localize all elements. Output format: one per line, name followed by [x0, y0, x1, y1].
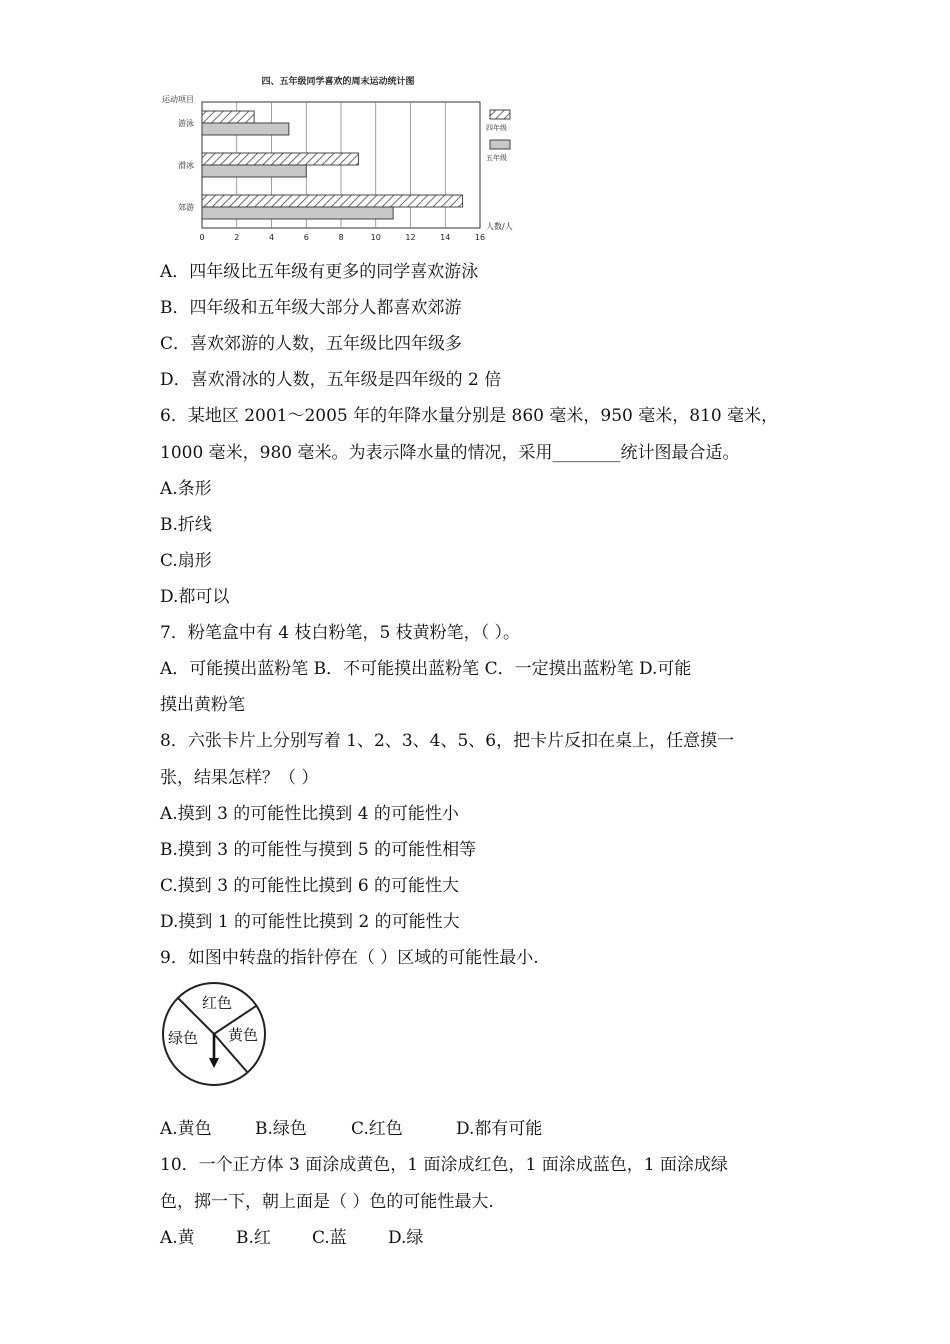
- chart-x-tick-label: 10: [370, 233, 381, 242]
- q10-stem-line2: 色，掷一下，朝上面是（ ）色的可能性最大.: [160, 1192, 494, 1212]
- spinner-diagram: [158, 980, 274, 1086]
- q9-option-b: B.绿色: [255, 1119, 307, 1139]
- q5-option-c: C．喜欢郊游的人数，五年级比四年级多: [160, 334, 463, 354]
- q6-stem-line1: 6．某地区 2001～2005 年的年降水量分别是 860 毫米，950 毫米，810 毫米，: [160, 406, 779, 426]
- chart-x-tick-label: 6: [303, 233, 309, 242]
- q7-options-line: A．可能摸出蓝粉笔 B．不可能摸出蓝粉笔 C．一定摸出蓝粉笔 D.可能: [160, 659, 692, 679]
- chart-title: 四、五年级同学喜欢的周末运动统计图: [261, 77, 415, 87]
- bar-chart: [160, 72, 530, 247]
- chart-bar-grade4: [202, 111, 254, 123]
- chart-category-label: 郊游: [178, 203, 194, 212]
- q10-option-a: A.黄: [160, 1228, 195, 1248]
- q10-option-b: B.红: [236, 1228, 271, 1248]
- chart-bar-grade5: [202, 123, 289, 135]
- q9-option-d: D.都有可能: [456, 1119, 543, 1139]
- q7-stem: 7．粉笔盒中有 4 枝白粉笔，5 枝黄粉笔，（ ）。: [160, 623, 521, 643]
- chart-bar-grade5: [202, 207, 393, 219]
- chart-category-labels: [178, 118, 194, 212]
- q5-option-d: D．喜欢滑冰的人数，五年级是四年级的 2 倍: [160, 370, 502, 390]
- chart-legend-label: 四年级: [486, 124, 507, 132]
- chart-x-tick-label: 12: [405, 233, 416, 242]
- q6-option-a: A.条形: [160, 479, 212, 499]
- chart-x-tick-label: 16: [474, 233, 486, 242]
- q6-option-b: B.折线: [160, 515, 212, 535]
- q9-stem: 9．如图中转盘的指针停在（ ）区域的可能性最小.: [160, 948, 539, 968]
- chart-bar-grade4: [202, 153, 358, 165]
- spinner-label-red: 红色: [202, 994, 233, 1012]
- chart-legend-swatch: [490, 110, 510, 119]
- spinner-label-yellow: 黄色: [228, 1026, 259, 1044]
- q6-stem-line2: 1000 毫米，980 毫米。为表示降水量的情况，采用________统计图最合适。: [160, 443, 740, 463]
- q8-option-b: B.摸到 3 的可能性与摸到 5 的可能性相等: [160, 840, 477, 860]
- chart-x-tick-labels: [199, 233, 485, 242]
- chart-legend-swatch: [490, 140, 510, 149]
- q9-option-a: A.黄色: [160, 1119, 212, 1139]
- chart-x-tick-label: 8: [338, 233, 344, 242]
- chart-bar-grade4: [202, 195, 463, 207]
- chart-x-axis-label: 人数/人: [486, 222, 513, 231]
- chart-x-tick-label: 4: [268, 233, 275, 242]
- q5-option-a: A．四年级比五年级有更多的同学喜欢游泳: [160, 262, 479, 282]
- chart-x-tick-label: 14: [440, 233, 451, 242]
- q10-stem-line1: 10．一个正方体 3 面涂成黄色，1 面涂成红色，1 面涂成蓝色，1 面涂成绿: [160, 1155, 728, 1175]
- q9-option-c: C.红色: [351, 1119, 403, 1139]
- chart-x-tick-label: 2: [234, 233, 240, 242]
- q6-option-c: C.扇形: [160, 551, 212, 571]
- q8-option-a: A.摸到 3 的可能性比摸到 4 的可能性小: [160, 804, 459, 824]
- q10-option-d: D.绿: [388, 1228, 424, 1248]
- q8-option-c: C.摸到 3 的可能性比摸到 6 的可能性大: [160, 876, 460, 896]
- chart-legend-label: 五年级: [486, 154, 507, 162]
- q8-option-d: D.摸到 1 的可能性比摸到 2 的可能性大: [160, 912, 460, 932]
- q10-option-c: C.蓝: [312, 1228, 347, 1248]
- q8-stem-line1: 8．六张卡片上分别写着 1、2、3、4、5、6，把卡片反扣在桌上，任意摸一: [160, 731, 735, 751]
- spinner-label-green: 绿色: [168, 1029, 199, 1047]
- chart-y-axis-label: 运动项目: [162, 95, 194, 104]
- chart-bars: [202, 111, 463, 219]
- q6-option-d: D.都可以: [160, 587, 230, 607]
- chart-bar-grade5: [202, 165, 306, 177]
- chart-category-label: 游泳: [178, 119, 194, 128]
- chart-legend: [486, 110, 510, 162]
- q7-options-continued: 摸出黄粉笔: [160, 695, 245, 715]
- q8-stem-line2: 张，结果怎样？（ ）: [160, 768, 319, 788]
- q5-option-b: B．四年级和五年级大部分人都喜欢郊游: [160, 298, 462, 318]
- chart-category-label: 滑冰: [178, 161, 194, 170]
- chart-x-tick-label: 0: [199, 233, 205, 242]
